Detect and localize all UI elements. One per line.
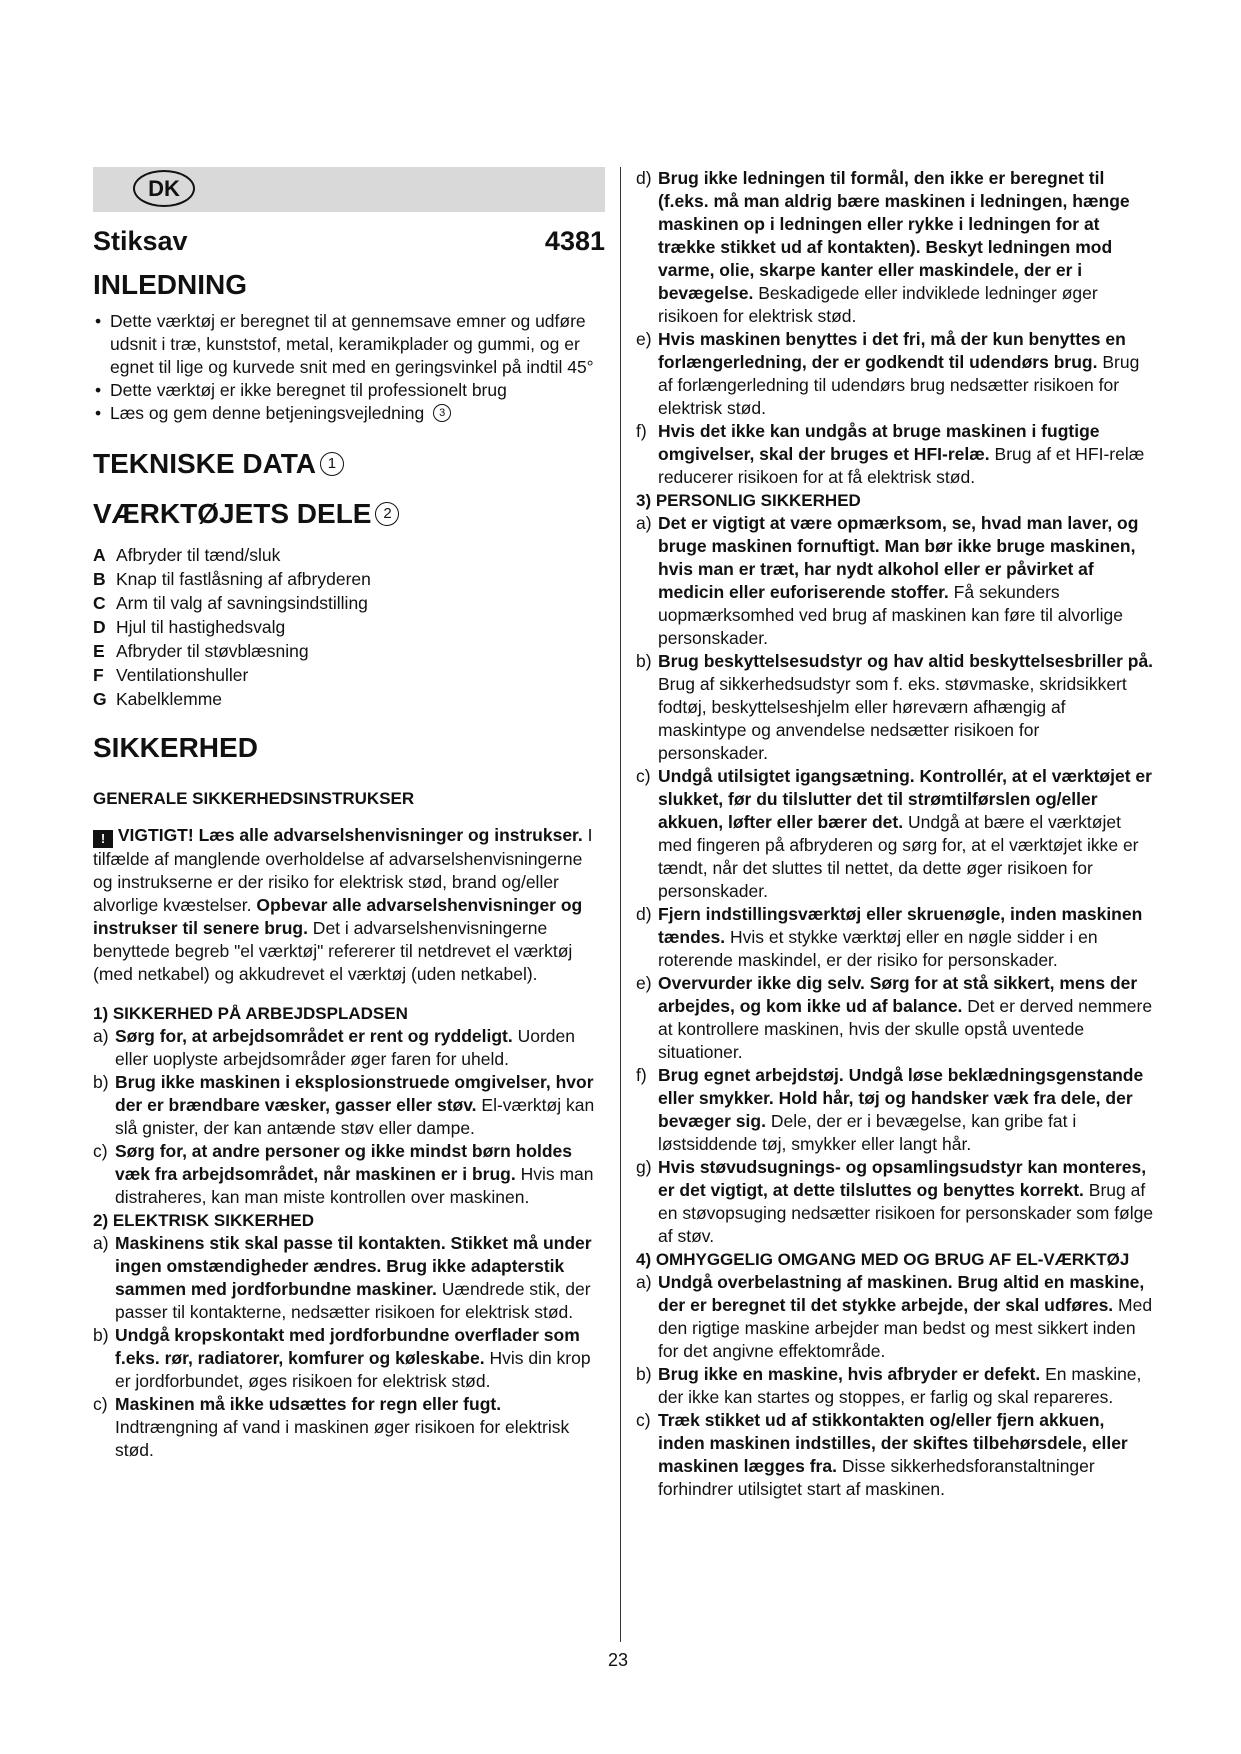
model-number: 4381 bbox=[544, 226, 605, 256]
figure-ref-badge: 1 bbox=[320, 452, 344, 476]
page-number: 23 bbox=[608, 1650, 629, 1670]
language-badge: DK bbox=[133, 170, 195, 207]
warning-icon: ! bbox=[93, 830, 113, 848]
product-name: Stiksav bbox=[93, 226, 188, 256]
list-item: • Læs og gem denne betjeningsvejledning 3 bbox=[93, 402, 605, 425]
part-item: D Hjul til hastighedsvalg bbox=[93, 617, 286, 637]
safety-item: f) Hvis det ikke kan undgås at bruge maskinen i fugtige omgivelser, skal der bruges et HFI-relæ. Brug af et HFI-relæ reducerer risikoen for at få elektrisk stød. bbox=[636, 421, 1145, 487]
safety-item: e) Overvurder ikke dig selv. Sørg for at stå sikkert, mens der arbejdes, og kom ikke ud af balance. Det er derved nemmere at kontrollere maskinen, hvis der skulle opstå uventede situationer. bbox=[636, 973, 1153, 1062]
section-heading: 2) ELEKTRISK SIKKERHED bbox=[93, 1211, 315, 1230]
safety-item: d) Fjern indstillingsværktøj eller skruenøgle, inden maskinen tændes. Hvis et stykke værktøj eller en nøgle sidder i en roterende maskindel, er der risiko for personskader. bbox=[636, 904, 1143, 970]
left-column bbox=[93, 167, 605, 1462]
safety-item: c) Maskinen må ikke udsættes for regn eller fugt. Indtrængning af vand i maskinen øger risikoen for elektrisk stød. bbox=[93, 1394, 570, 1460]
heading-vaerktoejets-dele: VÆRKTØJETS DELE 2 bbox=[93, 497, 605, 531]
warning-paragraph: ! VIGTIGT! Læs alle advarselshenvisninger og instrukser. I tilfælde af manglende overholdelse af advarselshenvisningerne og instrukserne er der risiko for elektrisk stød, brand og/eller alvorlige kvæstelser. Opbevar alle advarselshenvisninger og instrukser til senere brug. Det i advarselshenvisningerne benyttede begreb "el værktøj" refererer til netdrevet el værktøj (med netkabel) og akkudrevet el værktøj (uden netkabel). bbox=[93, 825, 593, 984]
safety-item: d) Brug ikke ledningen til formål, den ikke er beregnet til (f.eks. må man aldrig bære maskinen i ledningen, hænge maskinen op i ledningen eller rykke i ledningen for at trække stikket ud af kontakten). Beskyt ledningen mod varme, olie, skarpe kanter eller maskindele, der er i bevægelse. Beskadigede eller indviklede ledninger øger risikoen for elektrisk stød. bbox=[636, 168, 1130, 326]
figure-ref-badge: 3 bbox=[433, 404, 451, 422]
subheading-general-safety: GENERALE SIKKERHEDSINSTRUKSER bbox=[93, 789, 415, 808]
part-item: B Knap til fastlåsning af afbryderen bbox=[93, 569, 371, 589]
heading-sikkerhed: SIKKERHED bbox=[93, 732, 258, 763]
parts-list bbox=[93, 543, 605, 711]
part-item: A Afbryder til tænd/sluk bbox=[93, 545, 281, 565]
part-item: F Ventilationshuller bbox=[93, 665, 249, 685]
safety-item: a) Det er vigtigt at være opmærksom, se, hvad man laver, og bruge maskinen fornuftigt. Man bør ikke bruge maskinen, hvis man er træt, har nydt alkohol eller er påvirket af medicin eller euforiserende stoffer. Få sekunders uopmærksomhed ved brug af maskinen kan føre til alvorlige personskader. bbox=[636, 513, 1139, 648]
language-bar bbox=[93, 167, 605, 212]
column-divider bbox=[620, 167, 621, 1642]
safety-item: g) Hvis støvudsugnings- og opsamlingsudstyr kan monteres, er det vigtigt, at dette tilsluttes og benyttes korrekt. Brug af en støvopsuging nedsætter risikoen for personskader som følge af støv. bbox=[636, 1157, 1154, 1246]
heading-inledning: INLEDNING bbox=[93, 269, 247, 300]
safety-item: c) Undgå utilsigtet igangsætning. Kontrollér, at el værktøjet er slukket, før du tilslutter det til strømtilførslen og/eller akkuen, løfter eller bærer det. Undgå at bære el værktøjet med fingeren på afbryderen og sørg for, at el værktøjet ikke er tændt, når det sluttes til nettet, da dette øger risikoen for personskader. bbox=[636, 766, 1152, 901]
list-item: • Dette værktøj er beregnet til at gennemsave emner og udføre udsnit i træ, kunststof, metal, keramikplader og gummi, og er egnet til lige og kurvede snit med en geringsvinkel på indtil 45° bbox=[93, 310, 605, 379]
safety-item: a) Maskinens stik skal passe til kontakten. Stikket må under ingen omstændigheder ændres. Brug ikke adapterstik sammen med jordforbundne maskiner. Uændrede stik, der passer til kontakterne, nedsætter risikoen for elektrisk stød. bbox=[93, 1233, 592, 1322]
safety-item: c) Træk stikket ud af stikkontakten og/eller fjern akkuen, inden maskinen indstilles, der skiftes tilbehørsdele, eller maskinen lægges fra. Disse sikkerhedsforanstaltninger forhindrer utilsigtet start af maskinen. bbox=[636, 1410, 1128, 1499]
part-item: C Arm til valg af savningsindstilling bbox=[93, 593, 368, 613]
safety-item: a) Undgå overbelastning af maskinen. Brug altid en maskine, der er beregnet til det stykke arbejde, der skal udføres. Med den rigtige maskine arbejder man bedst og mest sikkert inden for det angivne effektområde. bbox=[636, 1272, 1153, 1361]
heading-tekniske-data: TEKNISKE DATA 1 bbox=[93, 447, 605, 481]
section-heading: 4) OMHYGGELIG OMGANG MED OG BRUG AF EL-VÆRKTØJ bbox=[636, 1250, 1130, 1269]
safety-item: e) Hvis maskinen benyttes i det fri, må der kun benyttes en forlængerledning, der er godkendt til udendørs brug. Brug af forlængerledning til udendørs brug nedsætter risikoen for elektrisk stød. bbox=[636, 329, 1140, 418]
figure-ref-badge: 2 bbox=[375, 502, 399, 526]
safety-item: b) Brug ikke maskinen i eksplosionstruede omgivelser, hvor der er brændbare væsker, gasser eller støv. El-værktøj kan slå gnister, der kan antænde støv eller dampe. bbox=[93, 1072, 595, 1138]
section-heading: 3) PERSONLIG SIKKERHED bbox=[636, 491, 861, 510]
right-column bbox=[636, 167, 1154, 1501]
section-heading: 1) SIKKERHED PÅ ARBEJDSPLADSEN bbox=[93, 1004, 408, 1023]
safety-item: f) Brug egnet arbejdstøj. Undgå løse beklædningsgenstande eller smykker. Hold hår, tøj og handsker væk fra dele, der bevæger sig. Dele, der er i bevægelse, kan gribe fat i løstsiddende tøj, smykker eller langt hår. bbox=[636, 1065, 1144, 1154]
safety-item: b) Brug beskyttelsesudstyr og hav altid beskyttelsesbriller på. Brug af sikkerhedsudstyr som f. eks. støvmaske, skridsikkert fodtøj, beskyttelseshjelm eller høreværn afhængig af maskintype og anvendelse nedsætter risikoen for personskader. bbox=[636, 651, 1154, 763]
intro-list bbox=[93, 310, 605, 425]
safety-item: b) Undgå kropskontakt med jordforbundne overflader som f.eks. rør, radiatorer, komfurer og køleskabe. Hvis din krop er jordforbundet, øges risikoen for elektrisk stød. bbox=[93, 1325, 591, 1391]
safety-item: b) Brug ikke en maskine, hvis afbryder er defekt. En maskine, der ikke kan startes og stoppes, er farlig og skal repareres. bbox=[636, 1364, 1142, 1407]
part-item: E Afbryder til støvblæsning bbox=[93, 641, 309, 661]
safety-item: c) Sørg for, at andre personer og ikke mindst børn holdes væk fra arbejdsområdet, når maskinen er i brug. Hvis man distraheres, kan man miste kontrollen over maskinen. bbox=[93, 1141, 594, 1207]
list-item: • Dette værktøj er ikke beregnet til professionelt brug bbox=[93, 379, 605, 402]
title-row bbox=[93, 224, 605, 258]
part-item: G Kabelklemme bbox=[93, 689, 223, 709]
safety-item: a) Sørg for, at arbejdsområdet er rent og ryddeligt. Uorden eller uoplyste arbejdsområder øger faren for uheld. bbox=[93, 1026, 575, 1069]
